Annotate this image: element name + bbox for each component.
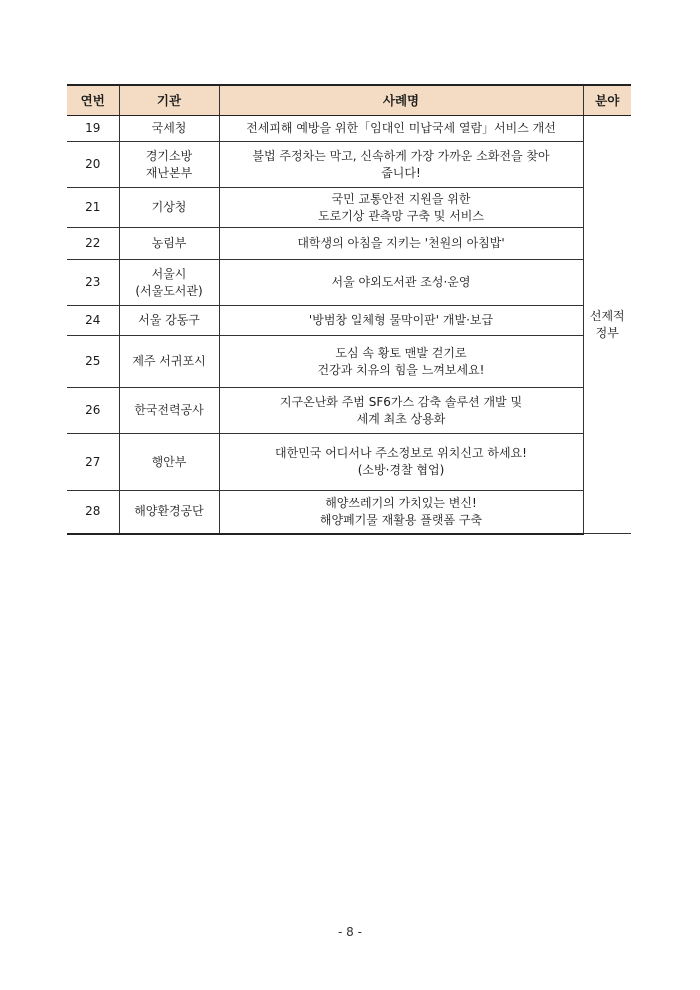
agency-line: 농림부: [151, 236, 187, 250]
field-line: 선제적: [589, 308, 625, 323]
table-body: [67, 116, 631, 534]
table-row: [67, 188, 631, 228]
case-line: (소방·경찰 협업): [357, 463, 445, 477]
table-row: [67, 434, 631, 491]
agency-line: 제주 서귀포시: [132, 354, 206, 368]
row-case-name: [219, 388, 583, 434]
row-agency: [119, 228, 219, 260]
page-number: - 8 -: [338, 925, 362, 939]
agency-line: 국세청: [151, 121, 187, 135]
row-agency: [119, 434, 219, 491]
row-agency: [119, 188, 219, 228]
row-case-name: [219, 306, 583, 336]
header-number: 연번: [67, 85, 119, 116]
agency-line: 서울 강동구: [138, 313, 200, 327]
case-line: 불법 주정차는 막고, 신속하게 가장 가까운 소화전을 찾아: [252, 148, 550, 163]
row-agency: [119, 142, 219, 188]
row-number: 25: [67, 336, 119, 388]
agency-line: 한국전력공사: [134, 403, 204, 417]
case-line: '방범창 일체형 물막이판' 개발·보급: [308, 313, 494, 327]
row-agency: [119, 388, 219, 434]
table-row: [67, 306, 631, 336]
case-line: 도로기상 관측망 구축 및 서비스: [318, 208, 484, 223]
table-row: [67, 142, 631, 188]
row-case-name: [219, 434, 583, 491]
row-number: 21: [67, 188, 119, 228]
header-agency: 기관: [119, 85, 219, 116]
case-line: 해양쓰레기의 가치있는 변신!: [325, 495, 477, 510]
row-number: 27: [67, 434, 119, 491]
row-case-name: [219, 228, 583, 260]
case-line: 서울 야외도서관 조성·운영: [331, 275, 471, 289]
row-number: 28: [67, 491, 119, 534]
row-case-name: [219, 491, 583, 534]
row-case-name: [219, 336, 583, 388]
row-case-name: [219, 260, 583, 306]
table-header-row: [67, 85, 631, 116]
agency-line: 서울시: [151, 266, 187, 281]
case-line: 대학생의 아침을 지키는 '천원의 아침밥': [297, 236, 505, 250]
agency-line: 재난본부: [145, 165, 193, 180]
row-number: 26: [67, 388, 119, 434]
row-agency: [119, 260, 219, 306]
table-row: [67, 388, 631, 434]
row-agency: [119, 491, 219, 534]
row-case-name: [219, 188, 583, 228]
case-line: 도심 속 황토 맨발 걷기로: [335, 345, 467, 360]
table-row: [67, 228, 631, 260]
row-agency: [119, 336, 219, 388]
agency-line: 경기소방: [145, 148, 193, 163]
case-line: 지구온난화 주범 SF6가스 감축 솔루션 개발 및: [279, 394, 523, 409]
row-case-name: [219, 142, 583, 188]
field-cell: [583, 116, 631, 534]
case-line: 전세피해 예방을 위한「임대인 미납국세 열람」서비스 개선: [246, 121, 556, 135]
case-table: [67, 84, 631, 535]
row-number: 24: [67, 306, 119, 336]
header-case: 사례명: [219, 85, 583, 116]
row-case-name: [219, 116, 583, 142]
row-agency: [119, 116, 219, 142]
agency-line: 해양환경공단: [134, 504, 204, 519]
case-line: 대한민국 어디서나 주소정보로 위치신고 하세요!: [275, 446, 527, 460]
row-number: 19: [67, 116, 119, 142]
table-row: [67, 260, 631, 306]
table-row: [67, 116, 631, 142]
header-field: 분야: [583, 85, 631, 116]
row-agency: [119, 306, 219, 336]
table-row: [67, 491, 631, 534]
table-row: [67, 336, 631, 388]
case-line: 세계 최초 상용화: [356, 411, 446, 426]
row-number: 20: [67, 142, 119, 188]
case-line: 줍니다!: [381, 165, 421, 180]
row-number: 22: [67, 228, 119, 260]
agency-line: 기상청: [151, 200, 187, 214]
case-line: 건강과 치유의 힘을 느껴보세요!: [317, 362, 485, 377]
case-line: 국민 교통안전 지원을 위한: [331, 191, 471, 206]
agency-line: 행안부: [151, 454, 187, 469]
field-line: 정부: [595, 325, 619, 340]
row-number: 23: [67, 260, 119, 306]
case-line: 해양폐기물 재활용 플랫폼 구축: [319, 512, 483, 527]
agency-line: (서울도서관): [135, 283, 203, 298]
